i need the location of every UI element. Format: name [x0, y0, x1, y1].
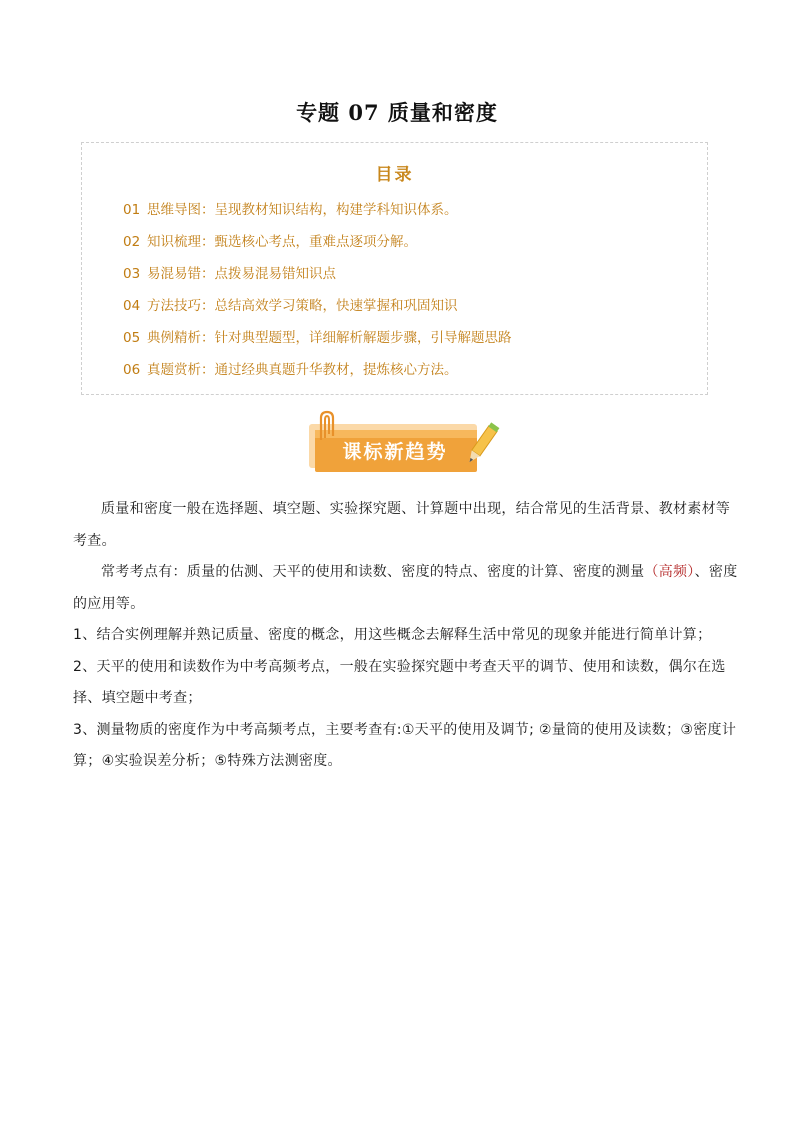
toc-heading: 目录	[375, 165, 414, 185]
page-title: 专题 07 质量和密度	[296, 100, 498, 125]
point-2: 2、天平的使用和读数作为中考高频考点，一般在实验探究题中考查天平的调节、使用和读数，偶尔在选择、填空题中考查；	[73, 658, 726, 706]
document-body	[73, 494, 738, 778]
toc-item-number: 06	[123, 362, 141, 378]
toc-item-06	[123, 358, 512, 390]
toc-item-04	[123, 294, 512, 326]
point-3: 3、测量物质的密度作为中考高频考点，主要考查有:①天平的使用及调节; ②量筒的使用及读数；③密度计算；④实验误差分析；⑤特殊方法测密度。	[73, 721, 737, 769]
toc-item-05	[123, 326, 512, 358]
toc-item-text: 知识梳理：甄选核心考点，重难点逐项分解。	[147, 234, 417, 250]
toc-item-02	[123, 230, 512, 262]
table-of-contents	[81, 142, 708, 395]
toc-item-number: 02	[123, 234, 141, 250]
toc-item-number: 05	[123, 330, 141, 346]
toc-item-number: 01	[123, 202, 141, 218]
point-1: 1、结合实例理解并熟记质量、密度的概念，用这些概念去解释生活中常见的现象并能进行简单计算；	[73, 627, 712, 643]
key-points-text: 常考考点有：质量的估测、天平的使用和读数、密度的特点、密度的计算、密度的测量	[101, 564, 645, 580]
toc-item-03	[123, 262, 512, 294]
toc-item-number: 03	[123, 266, 141, 282]
toc-list	[123, 198, 512, 390]
toc-item-01	[123, 198, 512, 230]
toc-item-text: 思维导图：呈现教材知识结构，构建学科知识体系。	[147, 202, 458, 218]
toc-item-text: 易混易错：点拨易混易错知识点	[147, 266, 336, 282]
intro-paragraph: 质量和密度一般在选择题、填空题、实验探究题、计算题中出现，结合常见的生活背景、教材素材等考查。	[73, 501, 731, 549]
banner-label: 课标新趋势	[342, 441, 448, 463]
toc-item-text: 真题赏析：通过经典真题升华教材，提炼核心方法。	[147, 362, 458, 378]
toc-item-number: 04	[123, 298, 141, 314]
toc-item-text: 典例精析：针对典型题型，详细解析解题步骤，引导解题思路	[147, 330, 512, 346]
section-banner	[287, 410, 517, 490]
key-points-tail: 、密度的应用等。	[73, 564, 738, 612]
key-points-paragraph	[73, 557, 738, 620]
toc-item-text: 方法技巧：总结高效学习策略，快速掌握和巩固知识	[147, 298, 458, 314]
high-frequency-highlight: （高频）	[644, 564, 695, 580]
